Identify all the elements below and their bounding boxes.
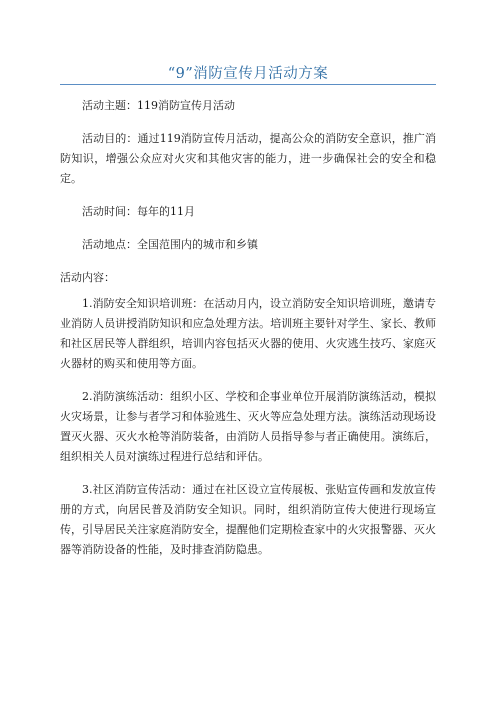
paragraph-purpose: 活动目的：通过119消防宣传月活动，提高公众的消防安全意识，推广消防知识，增强公众应对火灾和其他灾害的能力，进一步确保社会的安全和稳定。 (60, 132, 436, 185)
paragraph-content-heading: 活动内容： (60, 271, 115, 284)
paragraph-time: 活动时间：每年的11月 (82, 205, 195, 218)
document-body (60, 96, 436, 573)
paragraph-item-3: 3.社区消防宣传活动：通过在社区设立宣传展板、张贴宣传画和发放宣传册的方式，向居民普及消防安全知识。同时，组织消防宣传大使进行现场宣传，引导居民关注家庭消防安全，提醒他们定期检查家中的火灾报警器、灭火器等消防设备的性能，及时排查消防隐患。 (60, 483, 436, 556)
paragraph-theme: 活动主题：119消防宣传月活动 (82, 99, 235, 112)
paragraph-item-2: 2.消防演练活动：组织小区、学校和企事业单位开展消防演练活动，模拟火灾场景，让参与者学习和体验逃生、灭火等应急处理方法。演练活动现场设置灭火器、灭火水枪等消防装备，由消防人员指导参与者正确使用。演练后，组织相关人员对演练过程进行总结和评估。 (60, 390, 436, 463)
document-title: “9”消防宣传月活动方案 (167, 66, 329, 82)
paragraph-item-1: 1.消防安全知识培训班：在活动月内，设立消防安全知识培训班，邀请专业消防人员讲授消防知识和应急处理方法。培训班主要针对学生、家长、教师和社区居民等人群组织，培训内容包括灭火器的使用、火灾逃生技巧、家庭灭火器材的购买和使用等方面。 (60, 297, 436, 370)
paragraph-location: 活动地点：全国范围内的城市和乡镇 (82, 238, 258, 251)
title-divider (60, 84, 436, 85)
